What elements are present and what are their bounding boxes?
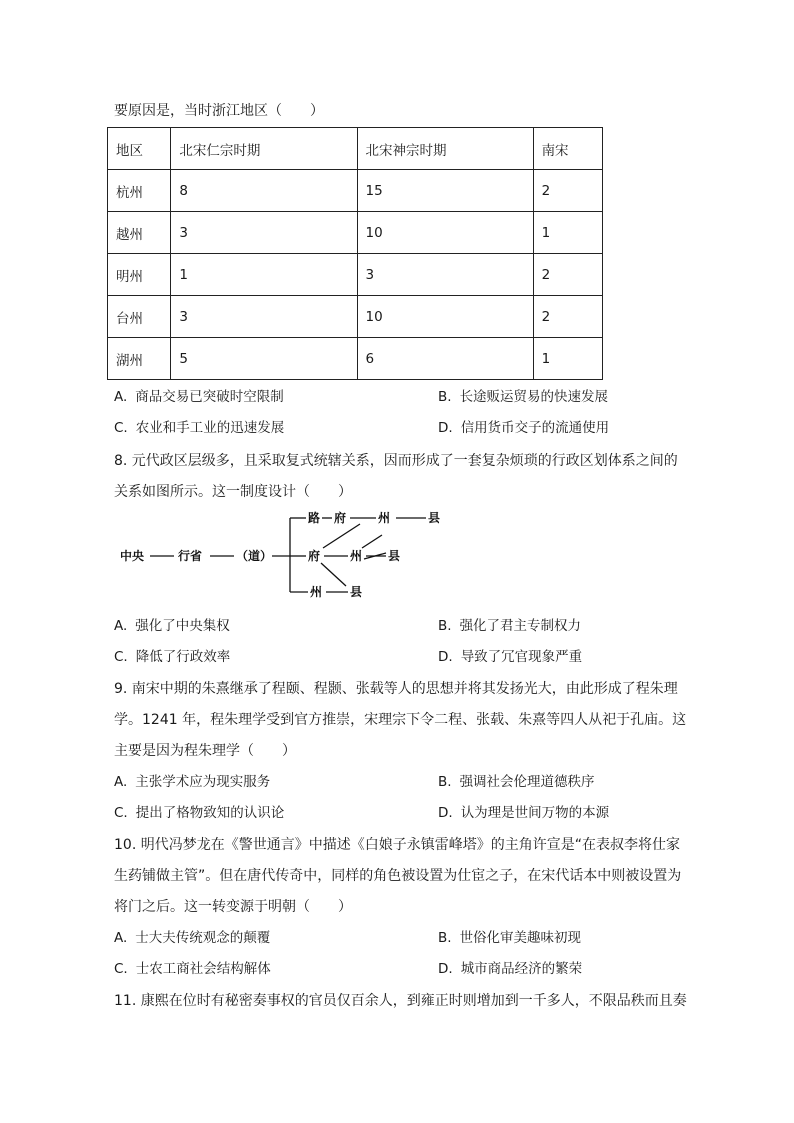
option-letter: B.: [438, 774, 452, 790]
q7-option-d[interactable]: [438, 418, 609, 438]
option-letter: B.: [438, 930, 452, 946]
table-row: [108, 254, 603, 296]
table-row: [108, 296, 603, 338]
node-xian-top: 县: [428, 511, 441, 525]
table-cell: 15: [357, 170, 533, 212]
option-letter: B.: [438, 618, 452, 634]
table-cell: 1: [533, 212, 602, 254]
q10-option-c[interactable]: [114, 959, 271, 979]
option-letter: A.: [114, 389, 128, 405]
q8-option-b[interactable]: [438, 616, 581, 636]
table-cell: 2: [533, 170, 602, 212]
table-cell: 1: [533, 338, 602, 380]
q10-stem-line-3: 将门之后。这一转变源于明朝（ ）: [114, 899, 352, 915]
option-letter: C.: [114, 961, 128, 977]
node-dao: （道）: [236, 549, 273, 563]
option-text: 强化了中央集权: [135, 618, 230, 634]
q10-option-b[interactable]: [438, 928, 581, 948]
q7-stem-tail: 要原因是，当时浙江地区（ ）: [114, 103, 324, 119]
table-cell: 明州: [108, 254, 171, 296]
option-letter: D.: [438, 649, 453, 665]
q10-stem-line-1: 10. 明代冯梦龙在《警世通言》中描述《白娘子永镇雷峰塔》的主角许宣是“在表叔李将仕家: [114, 837, 680, 853]
q11-stem-line-1: 11. 康熙在位时有秘密奏事权的官员仅百余人，到雍正时则增加到一千多人，不限品秩而且奏: [114, 993, 687, 1009]
q9-stem-line-2: 学。1241 年，程朱理学受到官方推崇，宋理宗下令二程、张载、朱熹等四人从祀于孔庙。这: [114, 712, 687, 728]
option-text: 世俗化审美趣味初现: [459, 930, 582, 946]
table-header-row: [108, 128, 603, 170]
table-header-cell: 南宋: [533, 128, 602, 170]
table-row: [108, 212, 603, 254]
option-text: 信用货币交子的流通使用: [460, 420, 610, 436]
option-letter: D.: [438, 420, 453, 436]
option-letter: C.: [114, 805, 128, 821]
option-text: 士农工商社会结构解体: [135, 961, 271, 977]
admin-hierarchy-diagram: [114, 505, 454, 601]
q8-option-d[interactable]: [438, 647, 582, 667]
option-letter: A.: [114, 618, 128, 634]
table-cell: 湖州: [108, 338, 171, 380]
q7-option-a[interactable]: [114, 387, 284, 407]
node-zhou-mid: 州: [350, 549, 363, 563]
option-letter: C.: [114, 420, 128, 436]
table-row: [108, 338, 603, 380]
node-fu-top: 府: [334, 511, 347, 525]
q10-stem-line-2: 生药铺做主管”。但在唐代传奇中，同样的角色被设置为仕宦之子，在宋代话本中则被设置为: [114, 868, 682, 884]
q9-stem-line-1: 9. 南宋中期的朱熹继承了程颐、程颢、张载等人的思想并将其发扬光大，由此形成了程朱理: [114, 681, 678, 697]
option-letter: A.: [114, 774, 128, 790]
q7-option-b[interactable]: [438, 387, 608, 407]
option-text: 士大夫传统观念的颠覆: [135, 930, 271, 946]
table-header-cell: 地区: [108, 128, 171, 170]
q8-stem-line-2: 关系如图所示。这一制度设计（ ）: [114, 484, 352, 500]
node-xian-mid: 县: [388, 549, 401, 563]
table-cell: 台州: [108, 296, 171, 338]
node-lu: 路: [308, 511, 321, 525]
table-cell: 8: [171, 170, 357, 212]
table-cell: 2: [533, 296, 602, 338]
option-text: 降低了行政效率: [135, 649, 231, 665]
option-letter: C.: [114, 649, 128, 665]
node-xian-bottom: 县: [350, 585, 363, 599]
option-letter: B.: [438, 389, 452, 405]
node-province: 行省: [178, 549, 203, 563]
node-zhou-bottom: 州: [310, 585, 323, 599]
q9-option-d[interactable]: [438, 803, 609, 823]
option-text: 强调社会伦理道德秩序: [459, 774, 595, 790]
node-zhou-top: 州: [378, 511, 391, 525]
q9-option-a[interactable]: [114, 772, 270, 792]
q8-option-a[interactable]: [114, 616, 230, 636]
option-letter: D.: [438, 805, 453, 821]
option-text: 导致了冗官现象严重: [460, 649, 583, 665]
table-header-cell: 北宋仁宗时期: [171, 128, 357, 170]
q7-option-c[interactable]: [114, 418, 284, 438]
q10-option-d[interactable]: [438, 959, 582, 979]
table-cell: 10: [357, 212, 533, 254]
node-fu-mid: 府: [308, 549, 321, 563]
option-text: 提出了格物致知的认识论: [135, 805, 285, 821]
option-text: 主张学术应为现实服务: [135, 774, 271, 790]
table-cell: 3: [357, 254, 533, 296]
table-cell: 越州: [108, 212, 171, 254]
option-text: 农业和手工业的迅速发展: [135, 420, 285, 436]
table-cell: 1: [171, 254, 357, 296]
option-text: 商品交易已突破时空限制: [135, 389, 284, 405]
table-cell: 2: [533, 254, 602, 296]
table-row: [108, 170, 603, 212]
option-text: 强化了君主专制权力: [459, 618, 582, 634]
table-cell: 10: [357, 296, 533, 338]
table-cell: 3: [171, 296, 357, 338]
q10-option-a[interactable]: [114, 928, 270, 948]
option-letter: D.: [438, 961, 453, 977]
q8-option-c[interactable]: [114, 647, 230, 667]
q9-option-c[interactable]: [114, 803, 284, 823]
table-cell: 6: [357, 338, 533, 380]
q9-option-b[interactable]: [438, 772, 595, 792]
table-header-cell: 北宋神宗时期: [357, 128, 533, 170]
table-cell: 3: [171, 212, 357, 254]
q9-stem-line-3: 主要是因为程朱理学（ ）: [114, 743, 296, 759]
data-table: [107, 127, 603, 380]
node-center: 中央: [120, 549, 145, 563]
option-text: 认为理是世间万物的本源: [460, 805, 610, 821]
option-letter: A.: [114, 930, 128, 946]
q8-stem-line-1: 8. 元代政区层级多，且采取复式统辖关系，因而形成了一套复杂烦琐的行政区划体系之间的: [114, 453, 678, 469]
table-cell: 杭州: [108, 170, 171, 212]
table-cell: 5: [171, 338, 357, 380]
option-text: 城市商品经济的繁荣: [460, 961, 583, 977]
option-text: 长途贩运贸易的快速发展: [459, 389, 609, 405]
